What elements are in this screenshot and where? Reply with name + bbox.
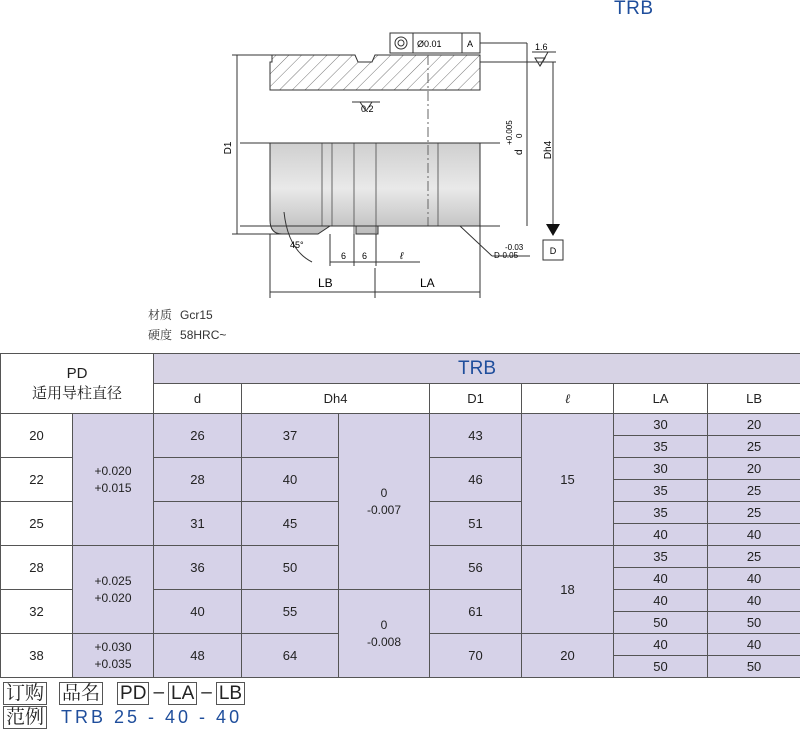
header-d1: D1 [430, 384, 522, 414]
technical-drawing [0, 0, 800, 305]
svg-text:D: D [549, 246, 557, 256]
order-example-value: TRB 25 - 40 - 40 [61, 706, 243, 727]
header-la: LA [614, 384, 708, 414]
header-ell: ℓ [522, 384, 614, 414]
dim-ell: ℓ [400, 251, 404, 262]
table-row: 20 +0.020 +0.015 26 37 0 -0.007 43 15 30 20 [1, 414, 800, 436]
code-part-la: LA [168, 682, 197, 705]
order-label-a: 订购 [3, 682, 47, 705]
dim-six-a: 6 [341, 251, 347, 261]
table-row: 35 25 [1, 436, 800, 458]
d-tol-upper-2: -0.03 [505, 243, 524, 252]
hardness-value: 58HRC~ [180, 328, 227, 342]
d-tol-lower-2: D-0.05 [494, 251, 519, 260]
table-row: 32 40 55 0 -0.008 61 40 40 [1, 590, 800, 612]
spec-table [0, 353, 800, 678]
dim-six-b: 6 [362, 251, 368, 261]
order-example: 订购 品名 PD – LA – LB 范例 TRB 25 - 40 - 40 [3, 681, 245, 729]
page-title: TRB [614, 0, 654, 19]
d1-label: D1 [223, 141, 234, 155]
table-row: 40 40 [1, 568, 800, 590]
hardness-line [148, 326, 226, 343]
table-row: 50 50 [1, 656, 800, 678]
lb-label: LB [318, 276, 333, 290]
la-label: LA [420, 276, 435, 290]
code-part-lb: LB [216, 682, 245, 705]
order-label-b: 范例 [3, 706, 47, 729]
table-row: 25 31 45 51 35 25 [1, 502, 800, 524]
table-row: 38 +0.030 +0.035 48 64 70 20 40 40 [1, 634, 800, 656]
datum-triangle [546, 224, 560, 236]
header-d: d [154, 384, 242, 414]
material-label: 材质 [148, 308, 173, 322]
material-line [148, 306, 213, 323]
table-row: 35 25 [1, 480, 800, 502]
header-lb: LB [708, 384, 800, 414]
table-row: 28 +0.025 +0.020 36 50 56 18 35 25 [1, 546, 800, 568]
material-value: Gcr15 [180, 308, 213, 322]
dh4-label: Dh4 [543, 140, 554, 160]
table-row: 50 50 [1, 612, 800, 634]
code-title: 品名 [59, 682, 103, 705]
table-row: 40 40 [1, 524, 800, 546]
roughness-top: 1.6 [535, 42, 548, 52]
pd-header: PD 适用导柱直径 [1, 354, 154, 414]
code-part-pd: PD [117, 682, 149, 705]
d-tol-upper: +0.005 [505, 120, 514, 145]
d-label: d [514, 149, 525, 155]
table-row: 22 28 40 46 30 20 [1, 458, 800, 480]
hardness-label: 硬度 [148, 328, 173, 342]
trb-header: TRB [154, 354, 800, 384]
hatched-section [270, 55, 480, 90]
tolerance-value: Ø0.01 [417, 39, 442, 49]
header-dh4: Dh4 [242, 384, 430, 414]
bushing-body [270, 143, 480, 234]
d-tol-lower: 0 [515, 133, 524, 138]
angle-label: 45° [290, 240, 304, 250]
roughness-bore: 0.2 [361, 104, 374, 114]
tolerance-datum: A [467, 39, 474, 49]
